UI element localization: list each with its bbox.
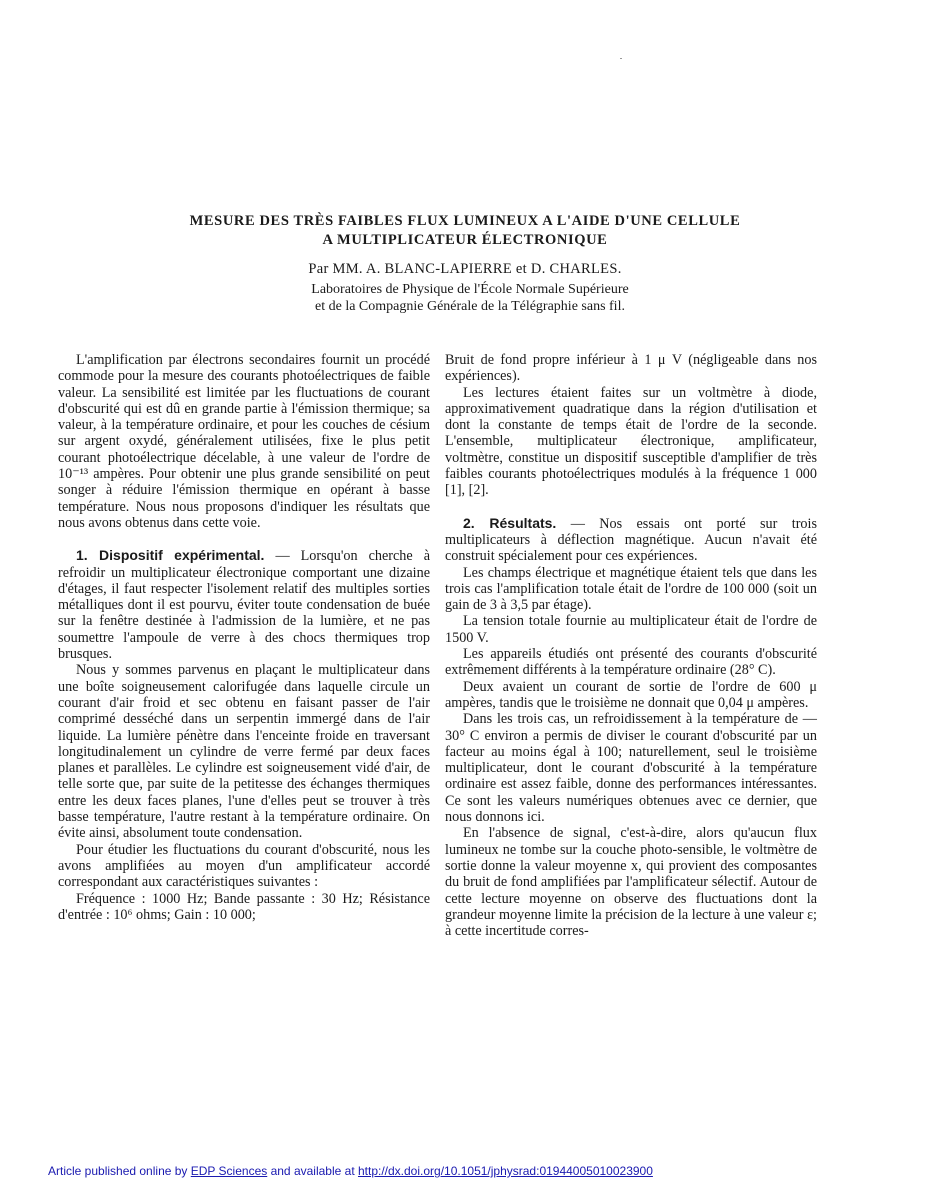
section-2-text: — Nos essais ont porté sur trois multiplicateurs à déflection magnétique. Aucun n'avait été construit spécialement pour ces expériences.: [445, 515, 817, 565]
right-column: [445, 352, 817, 939]
section-2-paragraph-7: En l'absence de signal, c'est-à-dire, alors qu'aucun flux lumineux ne tombe sur la couche photo-sensible, le voltmètre de sortie donne la valeur moyenne x, qui provient des composantes du bruit de fond amplifiées par l'amplificateur sélectif. Autour de cette lecture moyenne on observe des fluctuations dont la grandeur moyenne limite la précision de la lecture à une valeur ε; à cette incertitude corres-: [445, 825, 817, 940]
section-2-paragraph-2: Les champs électrique et magnétique étaient tels que dans les trois cas l'amplification totale était de l'ordre de 100 000 (soit un gain de 3 à 3,5 par étage).: [445, 564, 817, 614]
footer-middle: and available at: [267, 1164, 358, 1178]
section-2-paragraph-3: La tension totale fournie au multiplicateur était de l'ordre de 1500 V.: [445, 613, 817, 646]
section-2-paragraph-6: Dans les trois cas, un refroidissement à la température de —30° C environ a permis de diviser le courant d'obscurité par un facteur au moins égal à 100; naturellement, seul le troisième multiplicateur, dont le courant d'obscurité à la température ordinaire est assez faible, donne des performances intéressantes. Ce sont les valeurs numériques obtenues avec ce dernier, que nous donnons ici.: [445, 711, 817, 826]
intro-paragraph: L'amplification par électrons secondaires fournit un procédé commode pour la mesure des courants photoélectriques de faible valeur. La sensibilité est limitée par les fluctuations de courant d'obscurité qui est dû en grande partie à l'émission thermique; sa valeur, à la température ordinaire, et pour les couches de césium sur argent oxydé, généralement utilisées, fixe le plus petit courant photoélectrique décelable, à une valeur de l'ordre de 10⁻¹³ ampères. Pour obtenir une plus grande sensibilité on peut songer à réduire l'émission thermique en opérant à basse température. Nous nous proposons d'indiquer les résultats que nous avons obtenus dans cette voie.: [58, 352, 430, 531]
title-line-2: A MULTIPLICATEUR ÉLECTRONIQUE: [322, 232, 608, 248]
authors: Par MM. A. BLANC-LAPIERRE et D. CHARLES.: [308, 261, 622, 277]
section-1-paragraph-3: Pour étudier les fluctuations du courant d'obscurité, nous les avons amplifiées au moyen d'un amplificateur accordé correspondant aux caractéristiques suivantes :: [58, 841, 430, 891]
right-paragraph-1: Bruit de fond propre inférieur à 1 μ V (négligeable dans nos expériences).: [445, 352, 817, 385]
scan-speck: [620, 58, 622, 59]
section-2-paragraph-5: Deux avaient un courant de sortie de l'ordre de 600 μ ampères, tandis que le troisième ne donnait que 0,04 μ ampères.: [445, 678, 817, 711]
section-1-text: — Lorsqu'on cherche à refroidir un multiplicateur électronique comportant une dizaine d'étages, il faut respecter l'isolement relatif des multiples sorties métalliques dont il est pourvu, éviter toute condensation de buée sur la fenêtre destinée à l'admission de la lumière, et ne pas soumettre l'ampoule de verre à des chocs thermiques trop brusques.: [58, 548, 431, 663]
title-line-1: MESURE DES TRÈS FAIBLES FLUX LUMINEUX A L'AIDE D'UNE CELLULE: [189, 213, 741, 229]
section-2-paragraph-4: Les appareils étudiés ont présenté des courants d'obscurité extrêmement différents à la température ordinaire (28° C).: [445, 646, 817, 679]
doi-link[interactable]: http://dx.doi.org/10.1051/jphysrad:01944005010023900: [357, 1164, 653, 1178]
publication-footer: [48, 1164, 653, 1178]
section-1-heading: 1. Dispositif expérimental.: [76, 547, 265, 564]
left-column: [58, 352, 430, 923]
publisher-link[interactable]: EDP Sciences: [190, 1164, 268, 1178]
section-1-paragraph-1: [58, 547, 430, 662]
section-1-paragraph-4: Fréquence : 1000 Hz; Bande passante : 30 Hz; Résistance d'entrée : 10⁶ ohms; Gain : 10 000;: [58, 890, 430, 923]
footer-prefix: Article published online by: [48, 1164, 191, 1178]
right-paragraph-2: Les lectures étaient faites sur un voltmètre à diode, approximativement quadratique dans la région d'utilisation et dont la constante de temps était de l'ordre de la seconde. L'ensemble, multiplicateur électronique, amplificateur, voltmètre, constitue un dispositif susceptible d'amplifier de très faibles courants photoélectriques modulés à la fréquence 1 000 [1], [2].: [445, 384, 817, 499]
section-1-paragraph-2: Nous y sommes parvenus en plaçant le multiplicateur dans une boîte soigneusement calorifugée dans laquelle circule un courant d'air froid et sec obtenu en faisant passer de l'air comprimé desséché dans un serpentin immergé dans de l'air liquide. La lumière pénètre dans l'enceinte froide en traversant longitudinalement un cylindre de verre fermé par deux faces planes et parallèles. Le cylindre est soigneusement vidé d'air, de telle sorte que, par suite de la petitesse des échanges thermiques entre les deux faces planes, l'une d'elles peut se trouver à très basse température, l'autre restant à la température ordinaire. On évite ainsi, absolument toute condensation.: [58, 662, 430, 842]
section-2-heading: 2. Résultats.: [463, 514, 557, 531]
affiliation-line-2: et de la Compagnie Générale de la Télégraphie sans fil.: [315, 299, 625, 314]
article-title: [0, 212, 930, 250]
affiliation-line-1: Laboratoires de Physique de l'École Normale Supérieure: [311, 282, 629, 297]
section-2-paragraph-1: [445, 515, 817, 565]
affiliation: [210, 281, 730, 315]
